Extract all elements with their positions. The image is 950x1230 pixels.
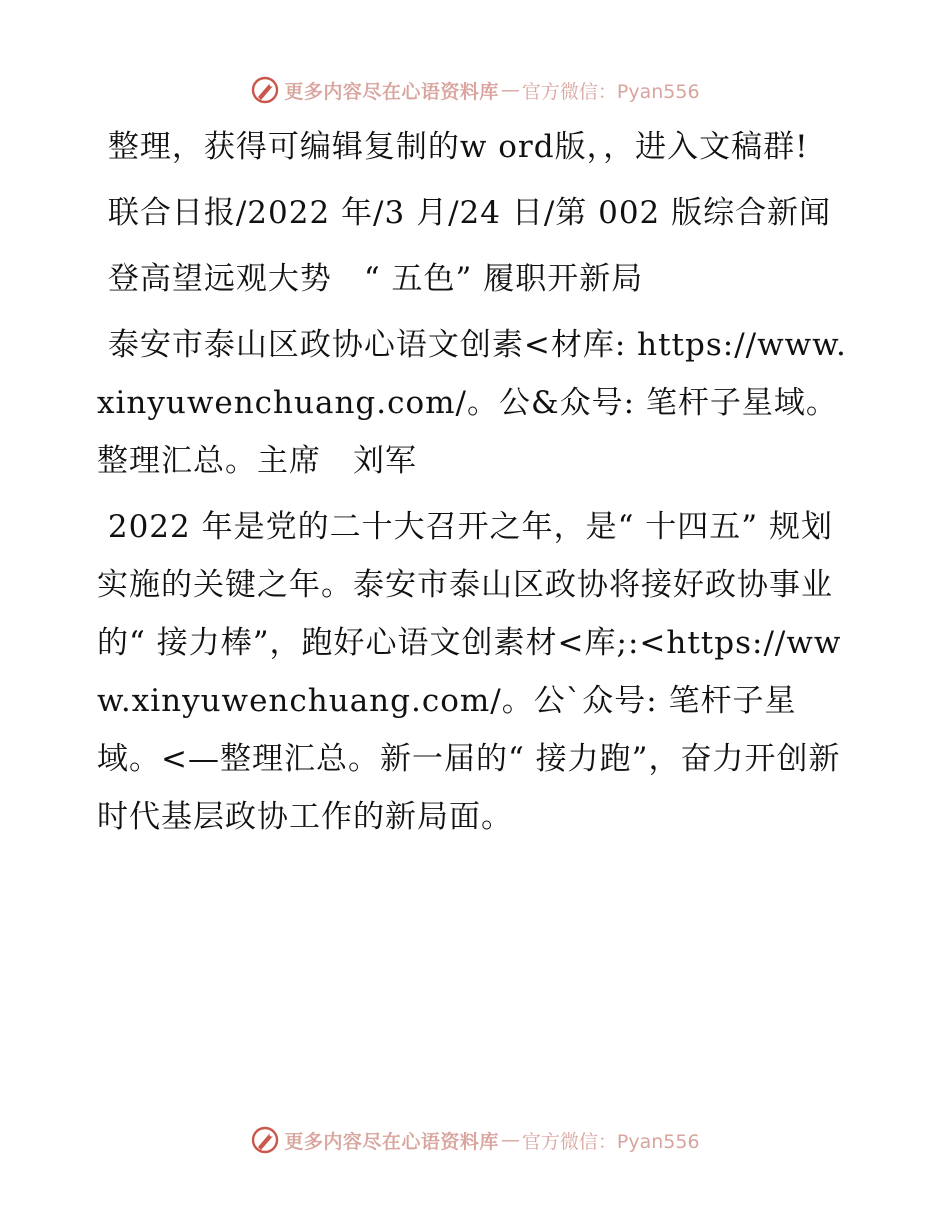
pen-logo-icon xyxy=(250,75,280,105)
paragraph-headline: 登高望远观大势 “ 五色” 履职开新局 xyxy=(97,261,644,297)
watermark-contact: 官方微信：Pyan556 xyxy=(521,80,700,103)
paragraph-intro: 整理，获得可编辑复制的w ord版，，进入文稿群! xyxy=(97,129,809,165)
paragraph-body: 2022 年是党的二十大召开之年，是“ 十四五” 规划实施的关键之年。泰安市泰山区政协将接好政协事业的“ 接力棒”，跑好心语文创素材<库;:<https://www.xinyuwenchuang.com/。公`众号: 笔杆子星域。<—整理汇总。新一届的“ 接力跑”，奋力开创新时代基层政协工作的新局面。 xyxy=(97,509,842,835)
paragraph-byline: 泰安市泰山区政协心语文创素<材库: https://www.xinyuwenchuang.com/。公&众号: 笔杆子星域。整理汇总。主席 刘军 xyxy=(97,327,847,479)
header-watermark xyxy=(0,70,950,110)
document-body xyxy=(97,118,857,854)
watermark-separator: — xyxy=(500,79,520,101)
watermark-text: 更多内容尽在心语资料库 xyxy=(284,1130,499,1153)
pen-logo-icon xyxy=(250,1125,280,1155)
watermark-separator: — xyxy=(500,1129,520,1151)
watermark-contact: 官方微信：Pyan556 xyxy=(521,1130,700,1153)
footer-watermark xyxy=(0,1120,950,1160)
paragraph-source: 联合日报/2022 年/3 月/24 日/第 002 版综合新闻 xyxy=(97,195,832,231)
watermark-text: 更多内容尽在心语资料库 xyxy=(284,80,499,103)
